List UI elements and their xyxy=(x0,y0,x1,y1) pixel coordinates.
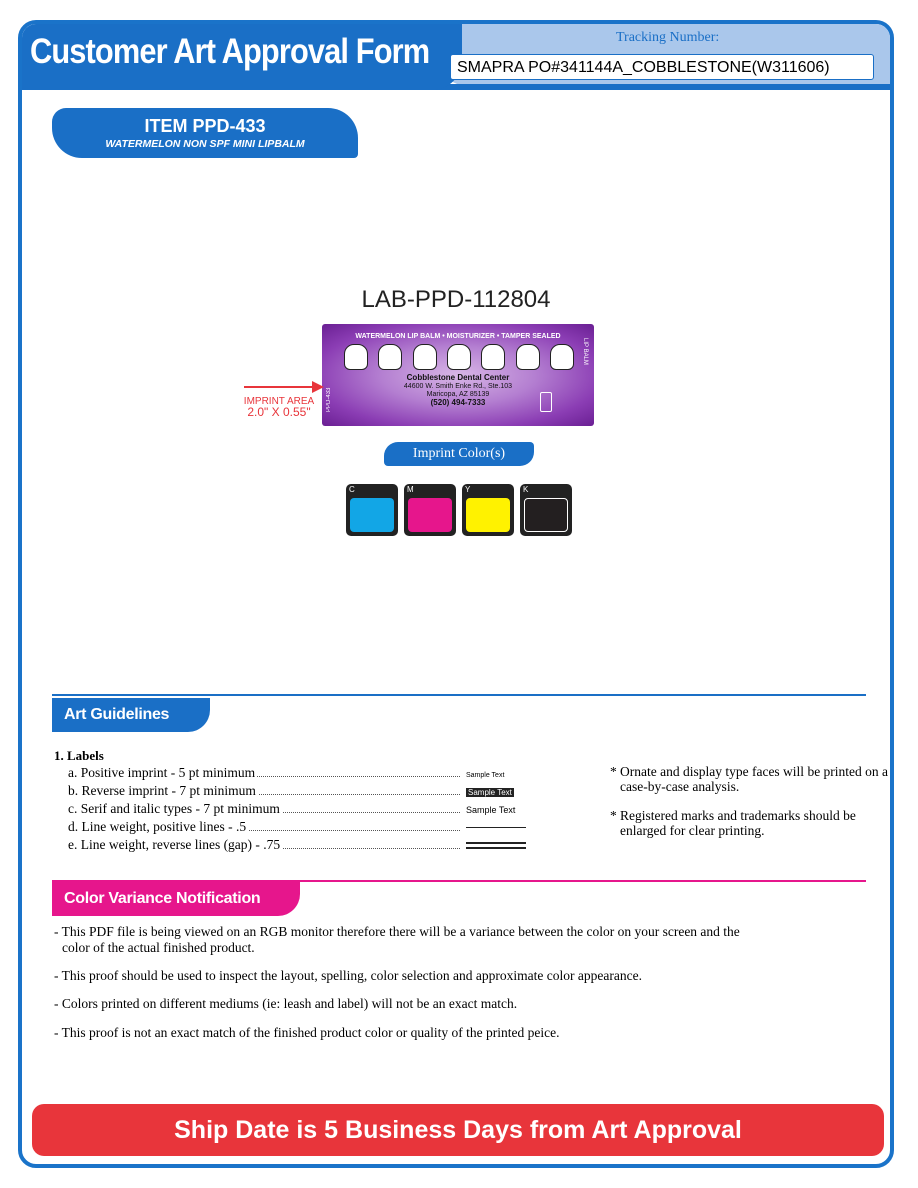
imprint-colors-badge: Imprint Color(s) xyxy=(384,442,534,466)
guideline-note xyxy=(610,764,890,794)
title-panel xyxy=(22,24,462,90)
note-asterisk: * xyxy=(610,764,617,779)
guideline-row xyxy=(68,800,568,818)
guideline-text: d. Line weight, positive lines - .5 xyxy=(68,819,247,834)
sample-serif: Sample Text xyxy=(466,805,516,815)
item-description: WATERMELON NON SPF MINI LIPBALM xyxy=(105,138,305,150)
variance-item: - This proof should be used to inspect the layout, spelling, color selection and approximate color appearance. xyxy=(54,968,642,983)
swatch-black xyxy=(520,484,572,536)
item-code: ITEM PPD-433 xyxy=(144,116,266,136)
swatch-magenta xyxy=(404,484,456,536)
guideline-text: b. Reverse imprint - 7 pt minimum xyxy=(68,783,256,798)
tooth-icon xyxy=(413,344,437,370)
swatch-fill xyxy=(350,498,394,532)
guideline-row xyxy=(68,836,568,854)
tooth-icon xyxy=(481,344,505,370)
labels-heading: 1. Labels xyxy=(54,748,104,763)
guideline-text: c. Serif and italic types - 7 pt minimum xyxy=(68,801,280,816)
sample-positive: Sample Text xyxy=(466,772,505,779)
label-phone: (520) 494-7333 xyxy=(430,398,486,407)
swatch-letter: Y xyxy=(465,485,471,494)
tooth-characters-art xyxy=(344,344,574,370)
art-guidelines-rule xyxy=(52,694,866,696)
swatch-yellow xyxy=(462,484,514,536)
note-text: Registered marks and trademarks should be enlarged for clear printing. xyxy=(620,808,856,838)
swatch-fill xyxy=(524,498,568,532)
label-side-right-text: LIP BALM xyxy=(582,338,588,365)
guideline-text: a. Positive imprint - 5 pt minimum xyxy=(68,765,256,780)
tracking-number-label: Tracking Number: xyxy=(616,30,720,45)
guideline-text: e. Line weight, reverse lines (gap) - .75 xyxy=(68,837,281,852)
swatch-fill xyxy=(466,498,510,532)
form-frame xyxy=(18,20,894,1168)
label-address-line2: Maricopa, AZ 85139 xyxy=(426,391,490,398)
label-address-line1: 44600 W. Smith Enke Rd., Ste.103 xyxy=(403,383,513,390)
product-code: LAB-PPD-112804 xyxy=(361,286,551,313)
sample-line-positive xyxy=(466,827,526,828)
guideline-sample xyxy=(466,782,528,802)
sample-reverse: Sample Text xyxy=(468,788,512,797)
label-company: Cobblestone Dental Center xyxy=(406,373,510,382)
imprint-area-size: 2.0" X 0.55" xyxy=(247,405,311,419)
tooth-icon xyxy=(550,344,574,370)
tracking-number-field: SMAPRA PO#341144A_COBBLESTONE(W311606) xyxy=(450,54,874,80)
tooth-icon xyxy=(378,344,402,370)
arrow-right-icon xyxy=(312,381,324,393)
art-guidelines-title: Art Guidelines xyxy=(52,698,210,732)
form-header xyxy=(22,24,890,90)
swatch-letter: M xyxy=(407,485,414,494)
tooth-icon xyxy=(516,344,540,370)
swatch-letter: C xyxy=(349,485,355,494)
guideline-row xyxy=(68,764,568,782)
label-side-left-text: PPD-433 xyxy=(326,387,332,412)
color-variance-title: Color Variance Notification xyxy=(52,882,300,916)
item-badge xyxy=(52,108,358,158)
barcode-icon xyxy=(540,392,552,412)
tooth-icon xyxy=(344,344,368,370)
guideline-row xyxy=(68,782,568,800)
variance-item: - This proof is not an exact match of the finished product color or quality of the printed peice. xyxy=(54,1025,560,1040)
sample-line-reverse-bottom xyxy=(466,847,526,849)
imprint-color-swatches xyxy=(346,484,572,536)
imprint-area-label: IMPRINT AREA xyxy=(243,396,315,407)
imprint-arrow-line xyxy=(244,386,314,388)
tooth-icon xyxy=(447,344,471,370)
swatch-fill xyxy=(408,498,452,532)
label-proof-image xyxy=(322,324,594,426)
note-asterisk: * xyxy=(610,808,617,823)
label-address-block xyxy=(382,374,534,408)
label-top-text: WATERMELON LIP BALM • MOISTURIZER • TAMPER SEALED xyxy=(355,333,561,340)
sample-line-reverse-top xyxy=(466,842,526,844)
form-title: Customer Art Approval Form xyxy=(30,32,430,71)
variance-item: - Colors printed on different mediums (ie: leash and label) will not be an exact match. xyxy=(54,996,518,1011)
swatch-letter: K xyxy=(523,485,529,494)
imprint-area-note xyxy=(242,396,316,419)
swatch-cyan xyxy=(346,484,398,536)
note-text: Ornate and display type faces will be printed on a case-by-case analysis. xyxy=(620,764,889,794)
guideline-note xyxy=(610,808,890,838)
guideline-row xyxy=(68,818,568,836)
variance-item: - This PDF file is being viewed on an RGB monitor therefore there will be a variance between the color on your screen and the color of the actual finished product. xyxy=(54,924,740,955)
label-guidelines-list xyxy=(68,764,568,854)
guideline-sample xyxy=(466,800,528,819)
ship-date-banner: Ship Date is 5 Business Days from Art Approval xyxy=(32,1104,884,1156)
